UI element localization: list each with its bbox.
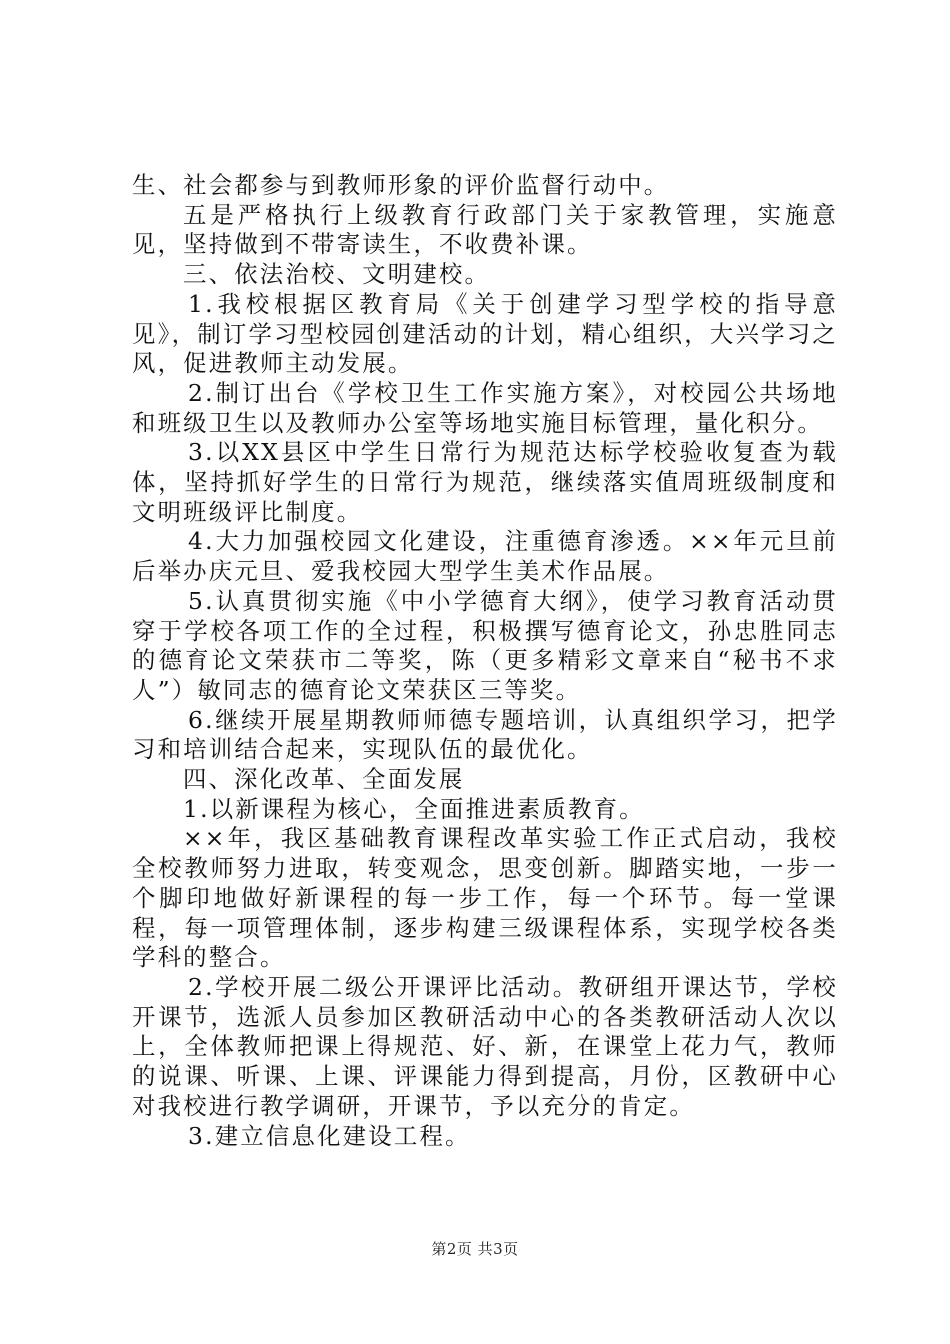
paragraph: ××年，我区基础教育课程改革实验工作正式启动，我校全校教师努力进取，转变观念，思变创新。脚踏实地，一步一个脚印地做好新课程的每一步工作，每一个环节。每一堂课程，每一项管理体制，逐步构建三级课程体系，实现学校各类学科的整合。	[132, 824, 838, 972]
paragraph: 五是严格执行上级教育行政部门关于家教管理，实施意见，坚持做到不带寄读生，不收费补课。	[132, 200, 838, 259]
list-item: 6.继续开展星期教师师德专题培训，认真组织学习，把学习和培训结合起来，实现队伍的最优化。	[132, 705, 838, 764]
page-number-label: 第2页 共3页	[431, 1240, 519, 1258]
section-heading: 四、深化改革、全面发展	[183, 765, 465, 794]
list-item: 3.建立信息化建设工程。	[188, 1121, 471, 1150]
list-item: 5.认真贯彻实施《中小学德育大纲》，使学习教育活动贯穿于学校各项工作的全过程，积极撰写德育论文，孙忠胜同志的德育论文荣获市二等奖，陈（更多精彩文章来自“秘书不求人”）敏同志的德育论文荣获区三等奖。	[132, 586, 838, 704]
list-item: 1.我校根据区教育局《关于创建学习型学校的指导意见》，制订学习型校园创建活动的计划，精心组织，大兴学习之风，促进教师主动发展。	[132, 289, 838, 378]
section-heading: 三、依法治校、文明建校。	[183, 260, 491, 289]
list-item: 2.学校开展二级公开课评比活动。教研组开课达节，学校开课节，选派人员参加区教研活动中心的各类教研活动人次以上，全体教师把课上得规范、好、新，在课堂上花力气，教师的说课、听课、上课、评课能力得到提高，月份，区教研中心对我校进行教学调研，开课节，予以充分的肯定。	[132, 972, 838, 1120]
page-footer	[0, 1238, 950, 1259]
list-item: 3.以XX县区中学生日常行为规范达标学校验收复查为载体，坚持抓好学生的日常行为规范，继续落实值周班级制度和文明班级评比制度。	[132, 438, 838, 526]
list-item: 1.以新课程为核心，全面推进素质教育。	[183, 794, 645, 823]
paragraph: 生、社会都参与到教师形象的评价监督行动中。	[132, 171, 670, 199]
list-item: 4.大力加强校园文化建设，注重德育渗透。××年元旦前后举办庆元旦、爱我校园大型学生美术作品展。	[132, 527, 838, 586]
list-item: 2.制订出台《学校卫生工作实施方案》，对校园公共场地和班级卫生以及教师办公室等场地实施目标管理，量化积分。	[132, 378, 838, 437]
document-body	[132, 171, 838, 1151]
